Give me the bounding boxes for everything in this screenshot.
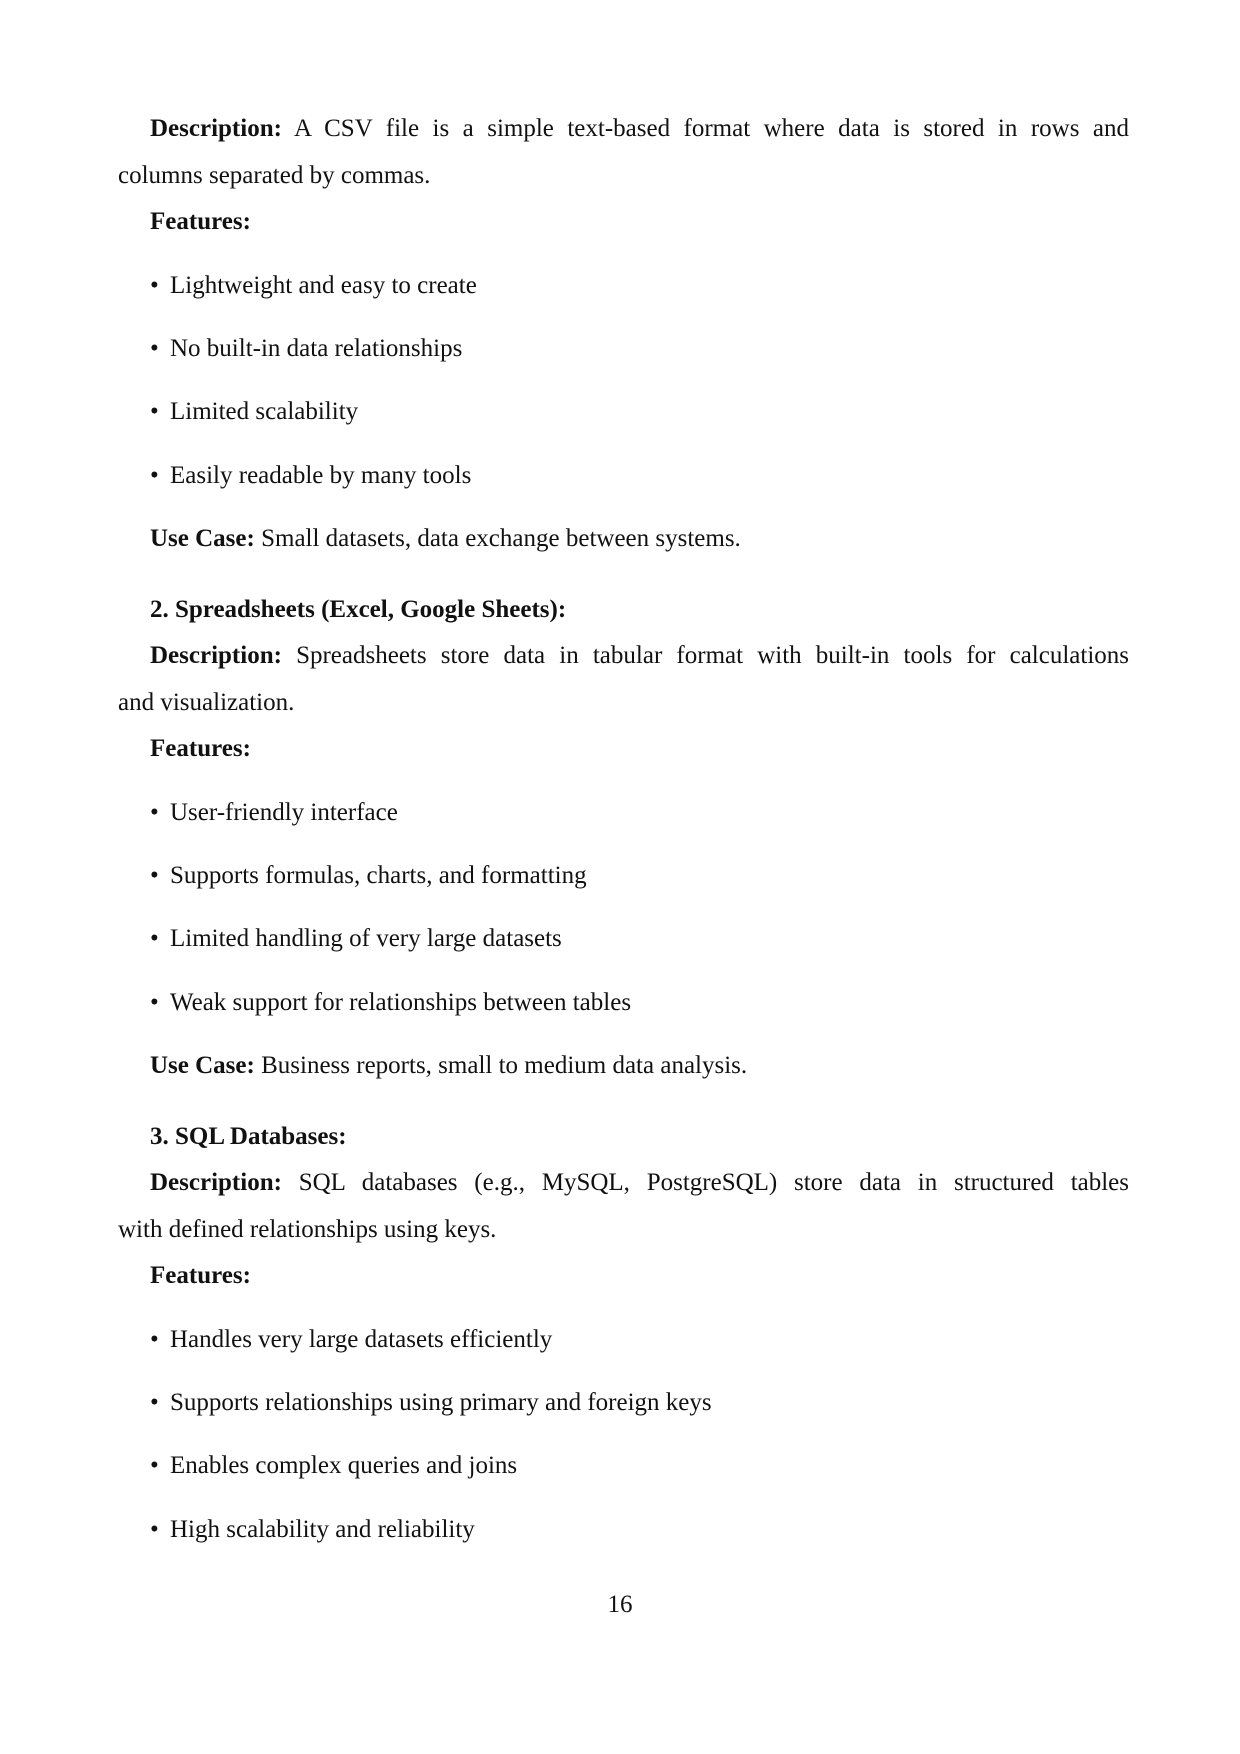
list-item: • High scalability and reliability [150, 1516, 475, 1543]
description-label: Description: [150, 1169, 282, 1196]
list-item: • Easily readable by many tools [150, 462, 472, 489]
csv-description-line1 [150, 114, 1129, 144]
bullet-icon: • [150, 1326, 159, 1353]
bullet-icon: • [150, 272, 159, 299]
bullet-icon: • [150, 335, 159, 362]
section-heading-spreadsheets: 2. Spreadsheets (Excel, Google Sheets): [150, 596, 567, 623]
list-item: • Weak support for relationships between tables [150, 989, 632, 1016]
bullet-icon: • [150, 1516, 159, 1543]
list-item: • Lightweight and easy to create [150, 272, 477, 299]
sql-description-line1 [150, 1168, 1129, 1198]
spreadsheets-features-label: Features: [150, 735, 251, 762]
description-text: Spreadsheets store data in tabular format with built-in tools for calculations [296, 642, 1130, 669]
description-text: A CSV file is a simple text-based format where data is stored in rows and [294, 115, 1129, 142]
description-text: SQL databases (e.g., MySQL, PostgreSQL) store data in structured tables [298, 1169, 1130, 1196]
list-item: • Limited handling of very large datasets [150, 925, 562, 952]
section-heading-sql: 3. SQL Databases: [150, 1123, 347, 1150]
csv-features-label: Features: [150, 208, 251, 235]
page-number: 16 [607, 1591, 633, 1618]
sql-features-label: Features: [150, 1262, 251, 1289]
list-item: • Supports relationships using primary and foreign keys [150, 1389, 712, 1416]
list-item: • Limited scalability [150, 398, 359, 425]
spreadsheets-use-case: Use Case: Business reports, small to medium data analysis. [150, 1052, 748, 1079]
bullet-icon: • [150, 1452, 159, 1479]
list-item: • Handles very large datasets efficiently [150, 1326, 553, 1353]
csv-description-line2: columns separated by commas. [118, 162, 431, 189]
bullet-icon: • [150, 398, 159, 425]
list-item: • Supports formulas, charts, and formatting [150, 862, 587, 889]
bullet-icon: • [150, 462, 159, 489]
spreadsheets-description-line1 [150, 641, 1129, 671]
bullet-icon: • [150, 862, 159, 889]
description-label: Description: [150, 642, 282, 669]
bullet-icon: • [150, 1389, 159, 1416]
list-item: • User-friendly interface [150, 799, 398, 826]
list-item: • No built-in data relationships [150, 335, 463, 362]
list-item: • Enables complex queries and joins [150, 1452, 518, 1479]
spreadsheets-description-line2: and visualization. [118, 689, 295, 716]
description-label: Description: [150, 115, 282, 142]
sql-description-line2: with defined relationships using keys. [118, 1216, 497, 1243]
use-case-label: Use Case: [150, 525, 255, 552]
bullet-icon: • [150, 989, 159, 1016]
bullet-icon: • [150, 925, 159, 952]
use-case-label: Use Case: [150, 1052, 255, 1079]
csv-use-case: Use Case: Small datasets, data exchange between systems. [150, 525, 741, 552]
bullet-icon: • [150, 799, 159, 826]
